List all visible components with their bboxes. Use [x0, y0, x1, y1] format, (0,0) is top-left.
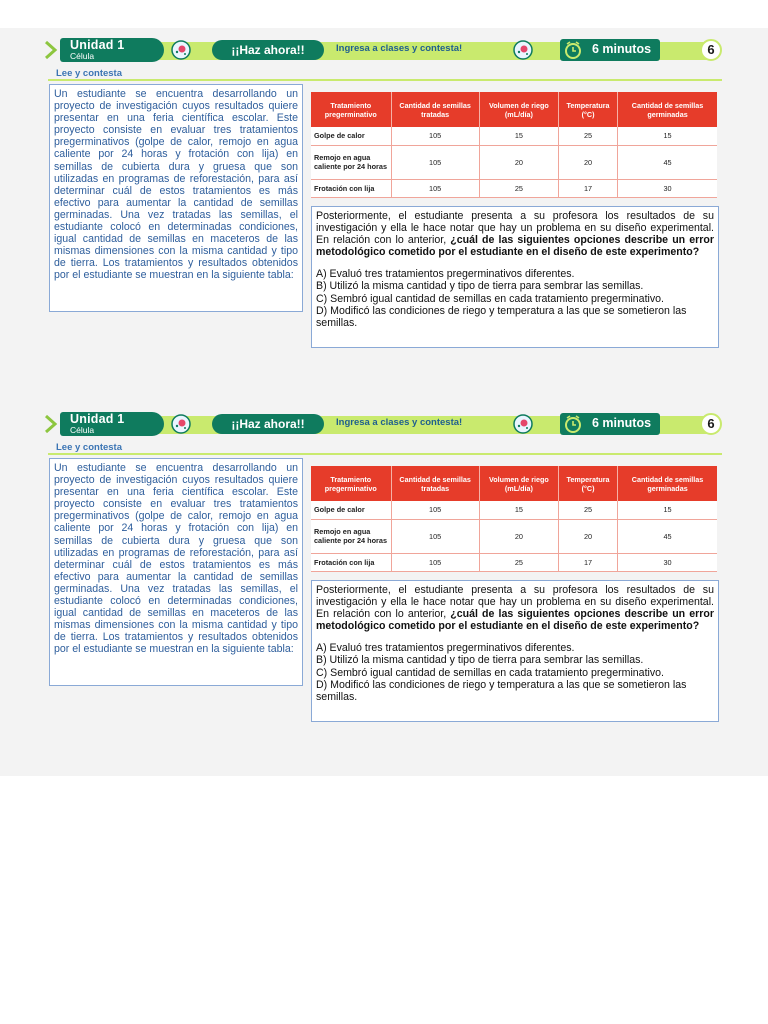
timer-badge	[560, 39, 660, 61]
question-text	[316, 584, 714, 632]
unit-badge	[60, 38, 164, 62]
table-header: Cantidad de semillas germinadas	[618, 92, 717, 127]
question-box	[311, 580, 719, 722]
page-number: 6	[707, 42, 715, 57]
unit-subtitle: Célula	[70, 51, 95, 61]
unit-badge	[60, 412, 164, 436]
table-cell: 105	[391, 519, 479, 553]
table-header: Temperatura (°C)	[559, 92, 618, 127]
table-cell: 17	[559, 179, 618, 197]
results-table	[311, 92, 717, 198]
option-b: B) Utilizó la misma cantidad y tipo de tierra para sembrar las semillas.	[316, 280, 644, 293]
unit-title: Unidad 1	[70, 412, 125, 426]
table-cell: Remojo en agua caliente por 24 horas	[311, 519, 391, 553]
table-header: Volumen de riego (mL/día)	[479, 92, 558, 127]
question-prompt: ¿cuál de las siguientes opciones describe un error metodológico cometido por el estudiante en el diseño de este experimento?	[316, 234, 714, 259]
table-cell: 15	[479, 127, 558, 145]
action-label: ¡¡Haz ahora!!	[212, 40, 324, 60]
table-header: Cantidad de semillas tratadas	[391, 466, 479, 501]
table-cell: 105	[391, 179, 479, 197]
results-table	[311, 466, 717, 572]
table-header: Cantidad de semillas tratadas	[391, 92, 479, 127]
option-c: C) Sembró igual cantidad de semillas en cada tratamiento pregerminativo.	[316, 666, 665, 679]
clock-icon	[564, 415, 582, 433]
table-cell: Frotación con lija	[311, 179, 391, 197]
table-cell: Golpe de calor	[311, 127, 391, 145]
header-band	[44, 412, 722, 436]
cell-icon	[512, 39, 534, 61]
section-divider	[48, 79, 722, 81]
table-header-row	[311, 92, 717, 127]
answer-options	[316, 268, 714, 328]
table-cell: 105	[391, 127, 479, 145]
table-cell: 20	[559, 145, 618, 179]
table-row	[311, 501, 717, 519]
worksheet-bottom	[0, 402, 768, 776]
page-number: 6	[707, 416, 715, 431]
chevron-right-icon	[44, 414, 58, 434]
table-cell: 25	[559, 501, 618, 519]
table-cell: 45	[618, 519, 717, 553]
table-row	[311, 179, 717, 197]
table-cell: 17	[559, 553, 618, 571]
header-band	[44, 38, 722, 62]
answer-options	[316, 642, 714, 702]
table-cell: 25	[479, 179, 558, 197]
section-divider	[48, 453, 722, 455]
table-cell: 105	[391, 145, 479, 179]
question-intro: Posteriormente, el estudiante presenta a su profesora los resultados de su investigación y ella le hace notar que hay un problema en su diseño experimental. En relación con lo anterior,	[316, 584, 714, 621]
reading-passage	[49, 84, 303, 312]
section-label: Lee y contesta	[56, 442, 122, 453]
cell-icon	[170, 39, 192, 61]
table-header: Cantidad de semillas germinadas	[618, 466, 717, 501]
table-cell: 25	[559, 127, 618, 145]
option-d: D) Modificó las condiciones de riego y temperatura a las que se sometieron las semillas.	[316, 304, 687, 329]
cell-icon	[170, 413, 192, 435]
page-number-badge	[700, 39, 722, 61]
table-row	[311, 145, 717, 179]
table-cell: 15	[479, 501, 558, 519]
instruction-text: Ingresa a clases y contesta!	[336, 43, 463, 54]
passage-text: Un estudiante se encuentra desarrollando un proyecto de investigación cuyos resultados quiere presentar en una feria científica escolar. Este proyecto consiste en evaluar tres tratamientos pregerminativos (golpe de calor, remojo en agua caliente por 24 horas y frotación con lija) en semillas de cubierta dura y gruesa que son utilizadas en programas de reforestación, para así determinar cuál de estos tratamientos es más efectivo para aumentar la cantidad de semillas germinadas. Una vez tratadas las semillas, el estudiante colocó en determinadas condiciones, igual cantidad de semillas en maceteros de las mismas dimensiones con la misma cantidad y tipo de tierra. Los tratamientos y resultados obtenidos por el estudiante se muestran en la siguiente tabla:	[54, 88, 298, 282]
option-c: C) Sembró igual cantidad de semillas en cada tratamiento pregerminativo.	[316, 292, 665, 305]
table-header-row	[311, 466, 717, 501]
option-a: A) Evaluó tres tratamientos pregerminativos diferentes.	[316, 642, 575, 655]
passage-text: Un estudiante se encuentra desarrollando un proyecto de investigación cuyos resultados quiere presentar en una feria científica escolar. Este proyecto consiste en evaluar tres tratamientos pregerminativos (golpe de calor, remojo en agua caliente por 24 horas y frotación con lija) en semillas de cubierta dura y gruesa que son utilizadas en programas de reforestación, para así determinar cuál de estos tratamientos es más efectivo para aumentar la cantidad de semillas germinadas. Una vez tratadas las semillas, el estudiante colocó en determinadas condiciones, igual cantidad de semillas en maceteros de las mismas dimensiones con la misma cantidad y tipo de tierra. Los tratamientos y resultados obtenidos por el estudiante se muestran en la siguiente tabla:	[54, 462, 298, 656]
table-cell: 45	[618, 145, 717, 179]
table-cell: 15	[618, 501, 717, 519]
question-box	[311, 206, 719, 348]
chevron-right-icon	[44, 40, 58, 60]
table-cell: 20	[559, 519, 618, 553]
table-cell: 30	[618, 553, 717, 571]
section-label: Lee y contesta	[56, 68, 122, 79]
table-cell: Frotación con lija	[311, 553, 391, 571]
page-number-badge	[700, 413, 722, 435]
table-header: Volumen de riego (mL/día)	[479, 466, 558, 501]
question-prompt: ¿cuál de las siguientes opciones describe un error metodológico cometido por el estudiante en el diseño de este experimento?	[316, 608, 714, 633]
option-b: B) Utilizó la misma cantidad y tipo de tierra para sembrar las semillas.	[316, 654, 644, 667]
timer-text: 6 minutos	[592, 416, 652, 430]
reading-passage	[49, 458, 303, 686]
unit-subtitle: Célula	[70, 425, 95, 435]
question-text	[316, 210, 714, 258]
unit-title: Unidad 1	[70, 38, 125, 52]
table-cell: 105	[391, 501, 479, 519]
table-row	[311, 519, 717, 553]
table-cell: 25	[479, 553, 558, 571]
table-cell: 20	[479, 519, 558, 553]
table-cell: 30	[618, 179, 717, 197]
table-row	[311, 127, 717, 145]
table-cell: Golpe de calor	[311, 501, 391, 519]
timer-text: 6 minutos	[592, 42, 652, 56]
table-cell: 105	[391, 553, 479, 571]
action-label: ¡¡Haz ahora!!	[212, 414, 324, 434]
table-cell: 20	[479, 145, 558, 179]
table-header: Temperatura (°C)	[559, 466, 618, 501]
table-row	[311, 553, 717, 571]
option-a: A) Evaluó tres tratamientos pregerminativos diferentes.	[316, 268, 575, 281]
timer-badge	[560, 413, 660, 435]
cell-icon	[512, 413, 534, 435]
table-cell: Remojo en agua caliente por 24 horas	[311, 145, 391, 179]
worksheet-top	[0, 28, 768, 402]
question-intro: Posteriormente, el estudiante presenta a su profesora los resultados de su investigación y ella le hace notar que hay un problema en su diseño experimental. En relación con lo anterior,	[316, 210, 714, 247]
clock-icon	[564, 41, 582, 59]
table-cell: 15	[618, 127, 717, 145]
instruction-text: Ingresa a clases y contesta!	[336, 417, 463, 428]
table-header: Tratamiento pregerminativo	[311, 466, 391, 501]
option-d: D) Modificó las condiciones de riego y temperatura a las que se sometieron las semillas.	[316, 678, 687, 703]
table-header: Tratamiento pregerminativo	[311, 92, 391, 127]
